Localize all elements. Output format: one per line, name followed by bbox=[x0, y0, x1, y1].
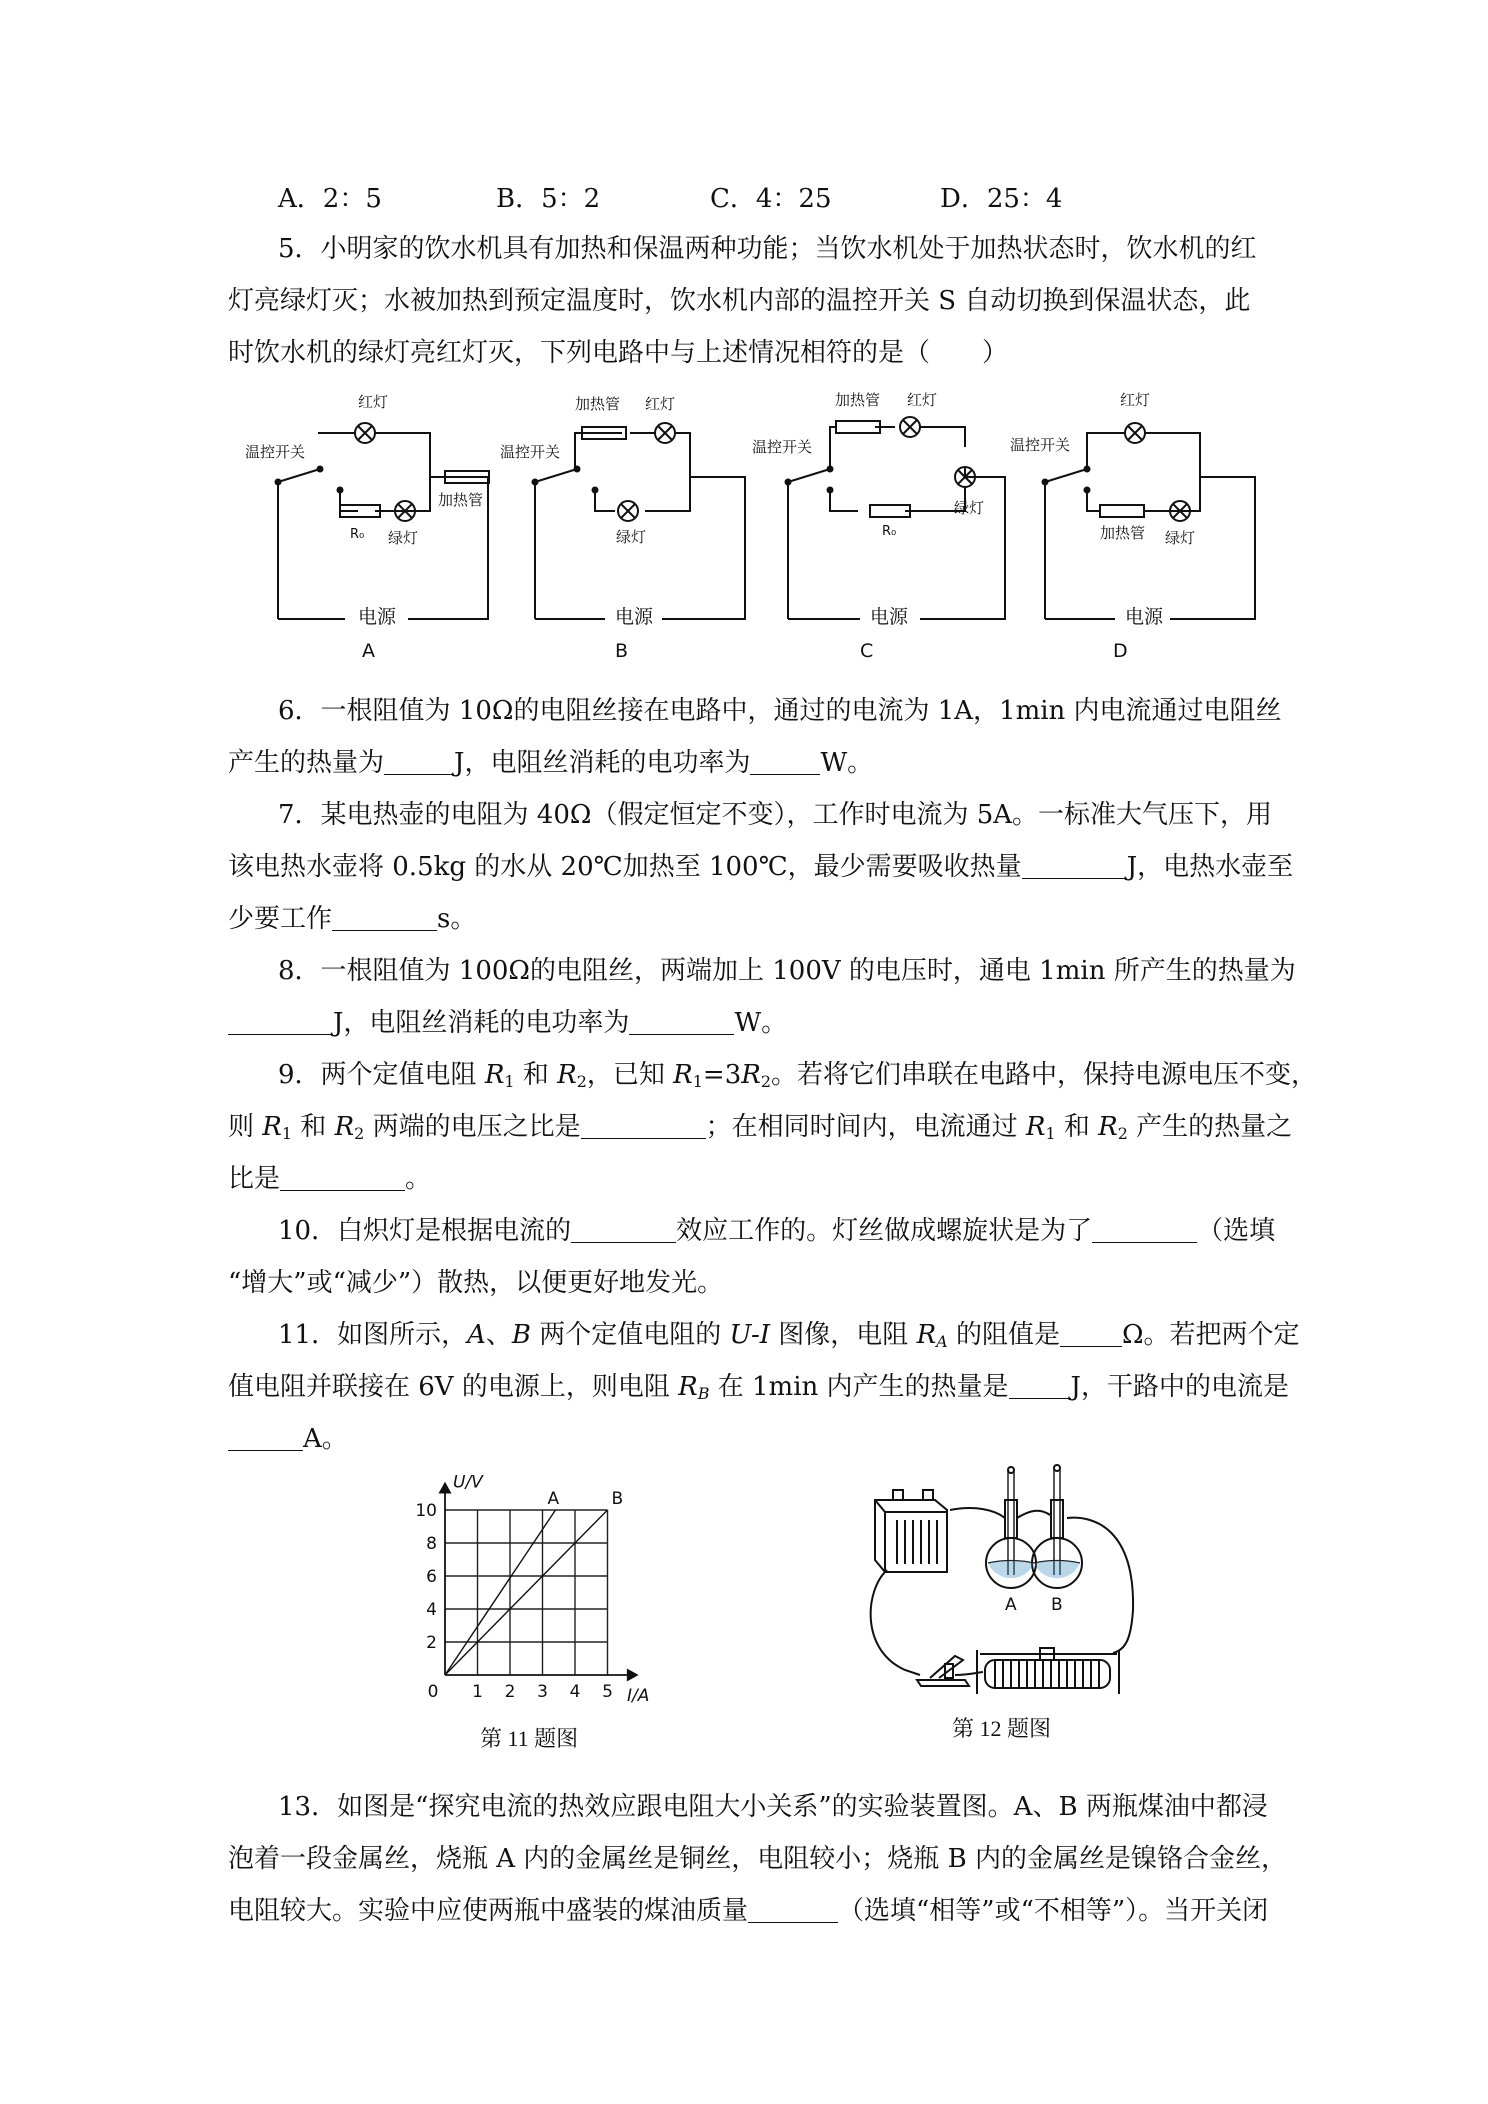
q11-line-2: 值电阻并联接在 6V 的电源上，则电阻 $R_B$ 在 1min 内产生的热量是 J，干路中的电流是 bbox=[228, 1372, 1289, 1403]
q7-line-2: 该电热水壶将 0.5kg 的水从 20℃加热至 100℃，最少需要吸收热量 J，电热水壶至 bbox=[228, 852, 1294, 882]
answer-blank[interactable] bbox=[748, 1896, 838, 1923]
q11-line-1: 11．如图所示，A、B 两个定值电阻的 U-I 图像，电阻 $R_A$ 的阻值是 Ω。若把两个定 bbox=[278, 1320, 1300, 1351]
y-tick-label: 6 bbox=[426, 1567, 437, 1587]
answer-blank[interactable] bbox=[332, 904, 437, 931]
q10-line-1: 10．白炽灯是根据电流的 效应工作的。灯丝做成螺旋状是为了 （选填 bbox=[278, 1216, 1276, 1246]
q6-line-2: 产生的热量为 J，电阻丝消耗的电功率为 W。 bbox=[228, 748, 874, 778]
answer-blank[interactable] bbox=[280, 1164, 405, 1191]
rheostat-icon bbox=[977, 1648, 1119, 1694]
svg-text:A: A bbox=[362, 640, 375, 662]
svg-text:绿灯: 绿灯 bbox=[388, 529, 419, 547]
y-tick-label: 10 bbox=[415, 1501, 437, 1521]
svg-text:温控开关: 温控开关 bbox=[245, 443, 306, 461]
answer-blank[interactable] bbox=[581, 1112, 706, 1139]
series-label-a: A bbox=[547, 1489, 560, 1509]
svg-text:R₀: R₀ bbox=[882, 524, 897, 539]
svg-text:B: B bbox=[1051, 1595, 1063, 1615]
q7-line-3: 少要工作 s。 bbox=[228, 904, 477, 934]
x-tick-label: 1 bbox=[472, 1682, 483, 1702]
q11-line-3: A。 bbox=[228, 1422, 348, 1456]
answer-blank[interactable] bbox=[629, 1008, 734, 1035]
svg-text:电源: 电源 bbox=[1125, 606, 1164, 628]
q9-line-3: 比是 。 bbox=[228, 1164, 432, 1194]
q9-line-1: 9．两个定值电阻 $R_1$ 和 $R_2$，已知 $R_1=3R_2$。若将它们串联在电路中，保持电源电压不变， bbox=[278, 1060, 1318, 1091]
fig12-caption: 第 12 题图 bbox=[952, 1716, 1052, 1741]
q13-line-2: 泡着一段金属丝，烧瓶 A 内的金属丝是铜丝，电阻较小；烧瓶 B 内的金属丝是镍铬合金丝， bbox=[228, 1844, 1287, 1874]
answer-blank[interactable] bbox=[1092, 1216, 1197, 1243]
x-tick-label: 0 bbox=[427, 1682, 439, 1702]
y-axis-label: U/V bbox=[453, 1472, 483, 1493]
svg-text:R₀: R₀ bbox=[350, 527, 365, 542]
q13-line-3: 电阻较大。实验中应使两瓶中盛装的煤油质量 （选填“相等”或“不相等”）。当开关闭 bbox=[228, 1896, 1269, 1926]
circuit-b bbox=[535, 423, 745, 619]
q10-line-2: “增大”或“减少”）散热，以便更好地发光。 bbox=[228, 1268, 724, 1298]
svg-text:温控开关: 温控开关 bbox=[500, 443, 561, 461]
svg-text:温控开关: 温控开关 bbox=[752, 438, 813, 456]
y-tick-label: 8 bbox=[426, 1534, 437, 1554]
answer-blank[interactable] bbox=[1060, 1320, 1122, 1347]
q8-line-1: 8．一根阻值为 100Ω的电阻丝，两端加上 100V 的电压时，通电 1min 所产生的热量为 bbox=[278, 956, 1296, 986]
q8-line-2: J，电阻丝消耗的电功率为 W。 bbox=[228, 1006, 787, 1040]
q5-line-2: 灯亮绿灯灭；水被加热到预定温度时，饮水机内部的温控开关 S 自动切换到保温状态，此 bbox=[228, 286, 1251, 316]
svg-text:温控开关: 温控开关 bbox=[1010, 436, 1071, 454]
x-tick-label: 5 bbox=[602, 1682, 613, 1702]
resistor-icon bbox=[870, 505, 910, 517]
y-tick-label: 2 bbox=[426, 1633, 437, 1653]
y-axis-arrow-icon bbox=[440, 1484, 450, 1493]
q5-line-1: 5．小明家的饮水机具有加热和保温两种功能；当饮水机处于加热状态时，饮水机的红 bbox=[278, 234, 1257, 264]
series-line-a bbox=[445, 1510, 556, 1675]
svg-text:红灯: 红灯 bbox=[1120, 391, 1151, 409]
heater-icon bbox=[836, 421, 880, 433]
x-tick-label: 3 bbox=[537, 1682, 548, 1702]
x-tick-label: 4 bbox=[569, 1682, 581, 1702]
q6-line-1: 6．一根阻值为 10Ω的电阻丝接在电路中，通过的电流为 1A，1min 内电流通过电阻丝 bbox=[278, 696, 1282, 726]
answer-blank[interactable] bbox=[228, 1008, 333, 1035]
svg-text:绿灯: 绿灯 bbox=[616, 528, 647, 546]
switch-icon bbox=[917, 1656, 969, 1686]
series-line-b bbox=[445, 1510, 608, 1675]
answer-blank[interactable] bbox=[571, 1216, 676, 1243]
svg-text:绿灯: 绿灯 bbox=[1165, 529, 1196, 547]
circuit-d bbox=[1045, 423, 1255, 619]
svg-text:加热管: 加热管 bbox=[575, 395, 621, 413]
svg-text:C: C bbox=[860, 640, 874, 662]
svg-text:B: B bbox=[615, 640, 629, 662]
answer-blank[interactable] bbox=[1022, 852, 1127, 879]
svg-text:电源: 电源 bbox=[615, 606, 654, 628]
q13-line-1: 13．如图是“探究电流的热效应跟电阻大小关系”的实验装置图。A、B 两瓶煤油中都浸 bbox=[278, 1792, 1268, 1822]
x-tick-label: 2 bbox=[504, 1682, 516, 1702]
option-a: A．2：5 bbox=[278, 184, 382, 214]
q5-line-3: 时饮水机的绿灯亮红灯灭，下列电路中与上述情况相符的是（ ） bbox=[228, 338, 1009, 368]
svg-text:绿灯: 绿灯 bbox=[954, 499, 985, 517]
heater-icon bbox=[1100, 505, 1144, 517]
svg-text:红灯: 红灯 bbox=[645, 395, 676, 413]
circuit-diagrams bbox=[230, 385, 1270, 670]
svg-text:加热管: 加热管 bbox=[438, 491, 484, 509]
circuit-a bbox=[278, 423, 489, 619]
answer-blank[interactable] bbox=[228, 1424, 303, 1451]
experiment-apparatus bbox=[855, 1460, 1155, 1715]
svg-text:加热管: 加热管 bbox=[835, 391, 881, 409]
circuit-c bbox=[788, 417, 1005, 619]
option-c: C．4：25 bbox=[710, 184, 832, 214]
option-d: D．25：4 bbox=[940, 184, 1063, 214]
x-axis-arrow-icon bbox=[628, 1670, 637, 1680]
svg-text:红灯: 红灯 bbox=[907, 391, 938, 409]
ui-graph bbox=[405, 1470, 675, 1740]
svg-text:电源: 电源 bbox=[358, 606, 397, 628]
y-tick-label: 4 bbox=[426, 1600, 437, 1620]
fig11-caption: 第 11 题图 bbox=[480, 1726, 579, 1751]
q9-line-2: 则 $R_1$ 和 $R_2$ 两端的电压之比是 ；在相同时间内，电流通过 $R_1$ 和 $R_2$ 产生的热量之 bbox=[228, 1112, 1293, 1143]
x-axis-label: I/A bbox=[627, 1686, 650, 1706]
answer-blank[interactable] bbox=[750, 748, 820, 775]
series-label-b: B bbox=[611, 1489, 624, 1509]
battery-icon bbox=[875, 1490, 947, 1572]
q7-line-1: 7．某电热壶的电阻为 40Ω（假定恒定不变），工作时电流为 5A。一标准大气压下，用 bbox=[278, 800, 1273, 830]
answer-blank[interactable] bbox=[384, 748, 454, 775]
svg-text:加热管: 加热管 bbox=[1100, 524, 1146, 542]
svg-text:电源: 电源 bbox=[870, 606, 909, 628]
svg-text:红灯: 红灯 bbox=[358, 393, 389, 411]
svg-text:D: D bbox=[1113, 640, 1128, 662]
svg-text:A: A bbox=[1005, 1595, 1017, 1615]
answer-blank[interactable] bbox=[1009, 1372, 1071, 1399]
option-b: B．5：2 bbox=[496, 184, 601, 214]
